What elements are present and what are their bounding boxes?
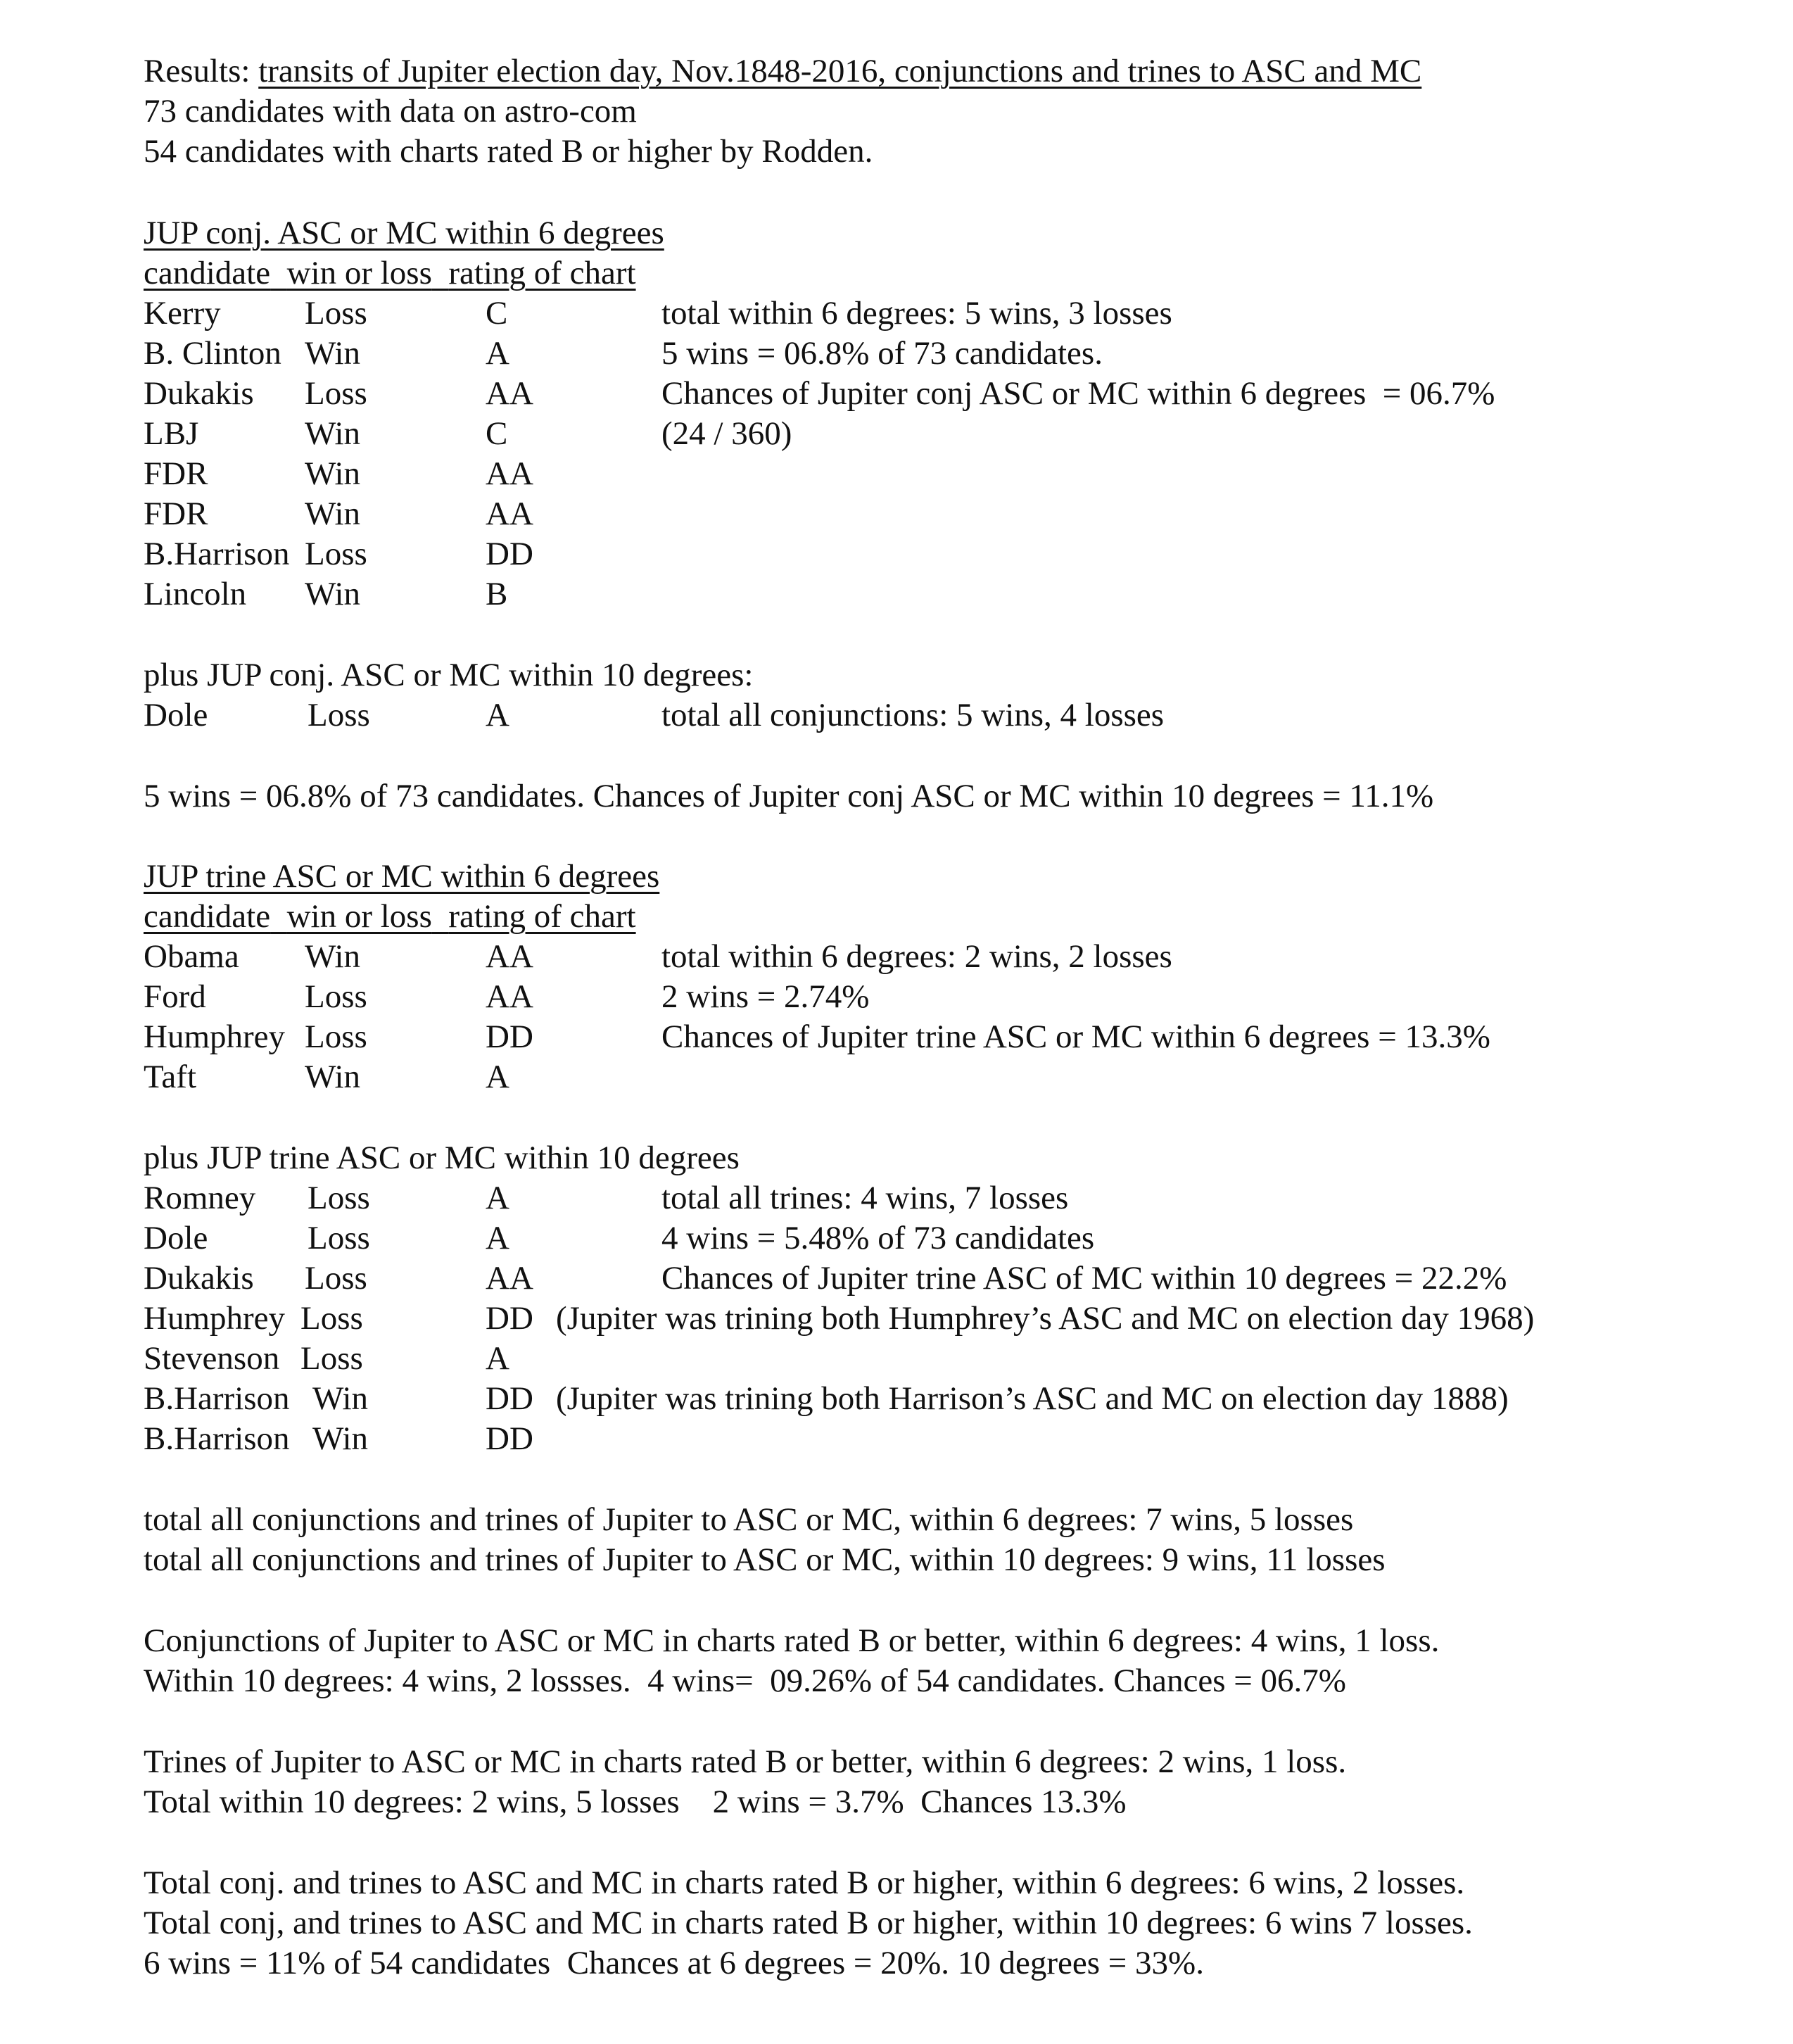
table-row-candidate: Ford [144, 978, 206, 1015]
table-row-candidate: Obama [144, 938, 239, 975]
table-row-candidate: Dukakis [144, 375, 254, 412]
trine6-note: 2 wins = 2.74% [661, 978, 870, 1015]
table-row-rating: B [486, 576, 508, 612]
table-row-candidate: LBJ [144, 415, 199, 452]
table-row-result: Win [305, 335, 361, 372]
table-row-rating: AA [486, 978, 533, 1015]
table-row-candidate: Dole [144, 1220, 208, 1256]
table-row-result: Loss [305, 536, 367, 572]
table-row-result: Win [305, 496, 361, 532]
conj6-note: Chances of Jupiter conj ASC or MC within 6 degrees = 06.7% [661, 375, 1495, 412]
table-row-rating: A [486, 1220, 509, 1256]
col-rating: rating of chart [448, 898, 636, 935]
trine10-heading: plus JUP trine ASC or MC within 10 degrees [144, 1140, 740, 1176]
table-row-candidate: Humphrey [144, 1018, 286, 1055]
conj6-column-headers [144, 257, 636, 290]
col-rating: rating of chart [448, 255, 636, 291]
table-row-candidate: FDR [144, 496, 208, 532]
table-row-result: Win [312, 1420, 369, 1457]
table-row-rating: DD [486, 1420, 533, 1457]
table-row-candidate: Kerry [144, 295, 221, 332]
col-candidate: candidate [144, 255, 271, 291]
trine10-note: total all trines: 4 wins, 7 losses [661, 1180, 1069, 1216]
trine10-note: (Jupiter was trining both Humphrey’s ASC and MC on election day 1968) [556, 1300, 1535, 1337]
conj6-heading: JUP conj. ASC or MC within 6 degrees [144, 215, 664, 251]
totals-line: total all conjunctions and trines of Jupiter to ASC or MC, within 6 degrees: 7 wins, 5 losses [144, 1501, 1354, 1538]
table-row-result: Loss [300, 1340, 363, 1377]
trine6-heading: JUP trine ASC or MC within 6 degrees [144, 858, 660, 895]
results-line [144, 55, 1421, 88]
table-row-result: Win [305, 415, 361, 452]
table-row-candidate: Romney [144, 1180, 256, 1216]
rated-candidates-line: 54 candidates with charts rated B or higher by Rodden. [144, 133, 873, 170]
table-row-result: Loss [305, 1260, 367, 1297]
table-row-rating: DD [486, 1018, 533, 1055]
conj10-note: total all conjunctions: 5 wins, 4 losses [661, 697, 1165, 733]
table-row-result: Loss [308, 1220, 370, 1256]
rated-total-line: Total conj, and trines to ASC and MC in charts rated B or higher, within 10 degrees: 6 wins 7 losses. [144, 1905, 1473, 1941]
table-row-candidate: Humphrey [144, 1300, 286, 1337]
table-row-result: Win [305, 576, 361, 612]
table-row-rating: A [486, 335, 509, 372]
results-prefix: Results: [144, 53, 259, 89]
table-row-result: Win [312, 1380, 369, 1417]
trine10-note: (Jupiter was trining both Harrison’s ASC and MC on election day 1888) [556, 1380, 1509, 1417]
table-row-rating: AA [486, 375, 533, 412]
table-row-rating: A [486, 1180, 509, 1216]
col-win-loss: win or loss [286, 255, 432, 291]
table-row-rating: DD [486, 536, 533, 572]
conj6-note: total within 6 degrees: 5 wins, 3 losses [661, 295, 1172, 332]
table-row-result: Loss [305, 295, 367, 332]
table-row-rating: DD [486, 1380, 533, 1417]
table-row-candidate: B. Clinton [144, 335, 281, 372]
col-win-loss: win or loss [286, 898, 432, 935]
conj10-heading: plus JUP conj. ASC or MC within 10 degrees: [144, 657, 754, 693]
table-row-rating: AA [486, 455, 533, 492]
table-row-candidate: Taft [144, 1059, 196, 1095]
table-row-rating: AA [486, 938, 533, 975]
table-row-candidate: Dukakis [144, 1260, 254, 1297]
totals-line: total all conjunctions and trines of Jupiter to ASC or MC, within 10 degrees: 9 wins, 11 losses [144, 1541, 1386, 1578]
candidates-count-line: 73 candidates with data on astro-com [144, 93, 637, 130]
table-row-result: Loss [305, 375, 367, 412]
trine6-note: total within 6 degrees: 2 wins, 2 losses [661, 938, 1172, 975]
table-row-rating: C [486, 415, 508, 452]
table-row-result: Loss [308, 697, 370, 733]
trine6-column-headers [144, 900, 636, 933]
trine6-note: Chances of Jupiter trine ASC or MC within 6 degrees = 13.3% [661, 1018, 1490, 1055]
table-row-rating: DD [486, 1300, 533, 1337]
table-row-rating: AA [486, 496, 533, 532]
table-row-result: Win [305, 455, 361, 492]
table-row-candidate: Lincoln [144, 576, 247, 612]
conj6-note: (24 / 360) [661, 415, 792, 452]
conj6-note: 5 wins = 06.8% of 73 candidates. [661, 335, 1103, 372]
table-row-rating: A [486, 1059, 509, 1095]
rated-total-line: Total conj. and trines to ASC and MC in charts rated B or higher, within 6 degrees: 6 wins, 2 losses. [144, 1865, 1465, 1901]
table-row-result: Win [305, 938, 361, 975]
table-row-result: Loss [305, 1018, 367, 1055]
table-row-rating: C [486, 295, 508, 332]
table-row-candidate: Dole [144, 697, 208, 733]
table-row-rating: AA [486, 1260, 533, 1297]
rated-trine-line: Trines of Jupiter to ASC or MC in charts rated B or better, within 6 degrees: 2 wins, 1 loss. [144, 1743, 1347, 1780]
table-row-result: Win [305, 1059, 361, 1095]
table-row-candidate: B.Harrison [144, 1380, 290, 1417]
table-row-result: Loss [300, 1300, 363, 1337]
rated-conj-line: Conjunctions of Jupiter to ASC or MC in charts rated B or better, within 6 degrees: 4 wins, 1 loss. [144, 1622, 1440, 1659]
table-row-candidate: FDR [144, 455, 208, 492]
trine10-note: Chances of Jupiter trine ASC of MC within 10 degrees = 22.2% [661, 1260, 1507, 1297]
table-row-candidate: Stevenson [144, 1340, 280, 1377]
col-candidate: candidate [144, 898, 271, 935]
rated-total-line: 6 wins = 11% of 54 candidates Chances at 6 degrees = 20%. 10 degrees = 33%. [144, 1945, 1204, 1981]
table-row-candidate: B.Harrison [144, 536, 290, 572]
table-row-result: Loss [305, 978, 367, 1015]
table-row-candidate: B.Harrison [144, 1420, 290, 1457]
table-row-result: Loss [308, 1180, 370, 1216]
table-row-rating: A [486, 1340, 509, 1377]
rated-trine-line: Total within 10 degrees: 2 wins, 5 losses 2 wins = 3.7% Chances 13.3% [144, 1784, 1127, 1820]
results-title: transits of Jupiter election day, Nov.1848-2016, conjunctions and trines to ASC and MC [258, 53, 1422, 89]
table-row-rating: A [486, 697, 509, 733]
trine10-note: 4 wins = 5.48% of 73 candidates [661, 1220, 1095, 1256]
rated-conj-line: Within 10 degrees: 4 wins, 2 lossses. 4 wins= 09.26% of 54 candidates. Chances = 06.7% [144, 1663, 1346, 1699]
conj10-summary: 5 wins = 06.8% of 73 candidates. Chances of Jupiter conj ASC or MC within 10 degrees = 11.1% [144, 778, 1434, 814]
